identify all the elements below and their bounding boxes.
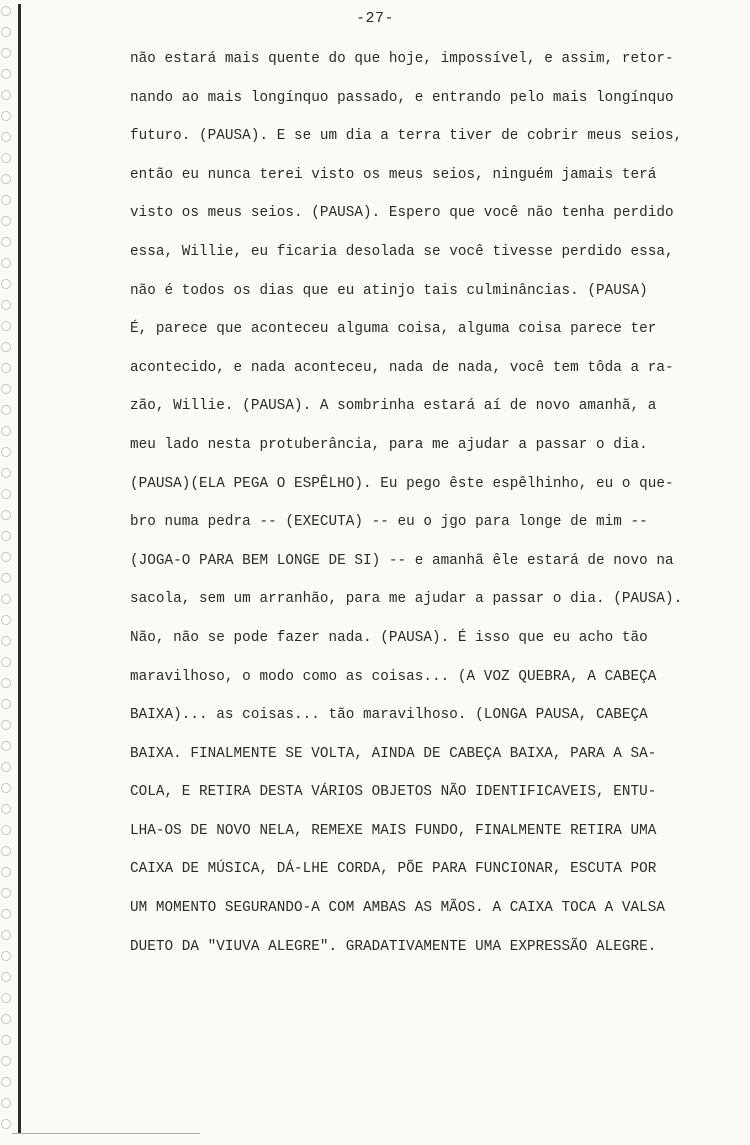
binder-hole <box>1 1014 11 1024</box>
binder-hole <box>1 1077 11 1087</box>
text-line: BAIXA)... as coisas... tão maravilhoso. (LONGA PAUSA, CABEÇA <box>130 707 648 724</box>
text-line: nando ao mais longínquo passado, e entrando pelo mais longínquo <box>130 89 674 106</box>
binder-hole <box>1 216 11 226</box>
binder-hole <box>1 468 11 478</box>
binder-hole <box>1 321 11 331</box>
binder-hole <box>1 384 11 394</box>
binder-hole <box>1 930 11 940</box>
binder-hole <box>1 1119 11 1129</box>
binder-hole <box>1 594 11 604</box>
binder-hole <box>1 1098 11 1108</box>
text-line: futuro. (PAUSA). E se um dia a terra tiver de cobrir meus seios, <box>130 128 683 145</box>
binder-hole <box>1 1056 11 1066</box>
binder-hole <box>1 720 11 730</box>
binder-hole <box>1 27 11 37</box>
binder-hole <box>1 258 11 268</box>
text-line: LHA-OS DE NOVO NELA, REMEXE MAIS FUNDO, FINALMENTE RETIRA UMA <box>130 822 657 839</box>
binder-hole <box>1 132 11 142</box>
binder-hole <box>1 615 11 625</box>
text-line: sacola, sem um arranhão, para me ajudar a passar o dia. (PAUSA). <box>130 591 683 608</box>
binder-hole <box>1 825 11 835</box>
binder-hole <box>1 426 11 436</box>
page-number: -27- <box>355 10 394 27</box>
binder-hole <box>1 762 11 772</box>
binder-hole <box>1 195 11 205</box>
text-line: UM MOMENTO SEGURANDO-A COM AMBAS AS MÃOS. A CAIXA TOCA A VALSA <box>130 900 666 917</box>
binder-hole <box>1 48 11 58</box>
text-line: então eu nunca terei visto os meus seios, ninguém jamais terá <box>130 166 657 183</box>
text-line: essa, Willie, eu ficaria desolada se você tivesse perdido essa, <box>130 243 674 260</box>
binder-hole <box>1 279 11 289</box>
binder-hole <box>1 846 11 856</box>
binder-hole <box>1 741 11 751</box>
text-line: meu lado nesta protuberância, para me ajudar a passar o dia. <box>130 436 648 453</box>
binder-hole <box>1 510 11 520</box>
binder-hole <box>1 90 11 100</box>
text-line: DUETO DA "VIUVA ALEGRE". GRADATIVAMENTE UMA EXPRESSÃO ALEGRE. <box>130 938 657 955</box>
binder-hole <box>1 804 11 814</box>
binder-hole <box>1 300 11 310</box>
binder-hole <box>1 951 11 961</box>
binder-hole <box>1 678 11 688</box>
bottom-rule <box>12 1133 200 1134</box>
text-line: Não, não se pode fazer nada. (PAUSA). É isso que eu acho tão <box>130 629 648 646</box>
text-line: BAIXA. FINALMENTE SE VOLTA, AINDA DE CABEÇA BAIXA, PARA A SA- <box>130 745 657 762</box>
margin-bar <box>18 4 21 1134</box>
binder-hole <box>1 888 11 898</box>
binder-hole <box>1 993 11 1003</box>
text-line: visto os meus seios. (PAUSA). Espero que você não tenha perdido <box>130 205 674 222</box>
binder-hole <box>1 573 11 583</box>
binder-hole <box>1 489 11 499</box>
binder-hole <box>1 1035 11 1045</box>
binder-hole <box>1 111 11 121</box>
text-line: não estará mais quente do que hoje, impossível, e assim, retor- <box>130 51 674 67</box>
binder-hole <box>1 174 11 184</box>
binder-hole <box>1 552 11 562</box>
binder-hole <box>1 405 11 415</box>
binder-holes <box>0 0 16 1145</box>
binder-hole <box>1 699 11 709</box>
binder-hole <box>1 342 11 352</box>
text-line: maravilhoso, o modo como as coisas... (A VOZ QUEBRA, A CABEÇA <box>130 668 657 685</box>
binder-hole <box>1 363 11 373</box>
text-line: acontecido, e nada aconteceu, nada de nada, você tem tôda a ra- <box>130 359 674 376</box>
typed-text <box>130 44 730 970</box>
text-line: COLA, E RETIRA DESTA VÁRIOS OBJETOS NÃO IDENTIFICAVEIS, ENTU- <box>130 784 657 801</box>
binder-hole <box>1 909 11 919</box>
text-line: (JOGA-O PARA BEM LONGE DE SI) -- e amanhã êle estará de novo na <box>130 552 674 569</box>
binder-hole <box>1 972 11 982</box>
binder-hole <box>1 783 11 793</box>
text-line: CAIXA DE MÚSICA, DÁ-LHE CORDA, PÕE PARA FUNCIONAR, ESCUTA POR <box>130 861 657 878</box>
text-line: bro numa pedra -- (EXECUTA) -- eu o jgo para longe de mim -- <box>130 514 648 531</box>
text-line: não é todos os dias que eu atinjo tais culminâncias. (PAUSA) <box>130 282 648 299</box>
binder-hole <box>1 447 11 457</box>
text-line: É, parece que aconteceu alguma coisa, alguma coisa parece ter <box>130 321 657 338</box>
binder-hole <box>1 237 11 247</box>
binder-hole <box>1 867 11 877</box>
binder-hole <box>1 657 11 667</box>
binder-hole <box>1 636 11 646</box>
binder-hole <box>1 69 11 79</box>
text-line: (PAUSA)(ELA PEGA O ESPÊLHO). Eu pego êste espêlhinho, eu o que- <box>130 475 674 492</box>
binder-hole <box>1 153 11 163</box>
text-line: zão, Willie. (PAUSA). A sombrinha estará aí de novo amanhã, a <box>130 398 657 415</box>
binder-hole <box>1 531 11 541</box>
